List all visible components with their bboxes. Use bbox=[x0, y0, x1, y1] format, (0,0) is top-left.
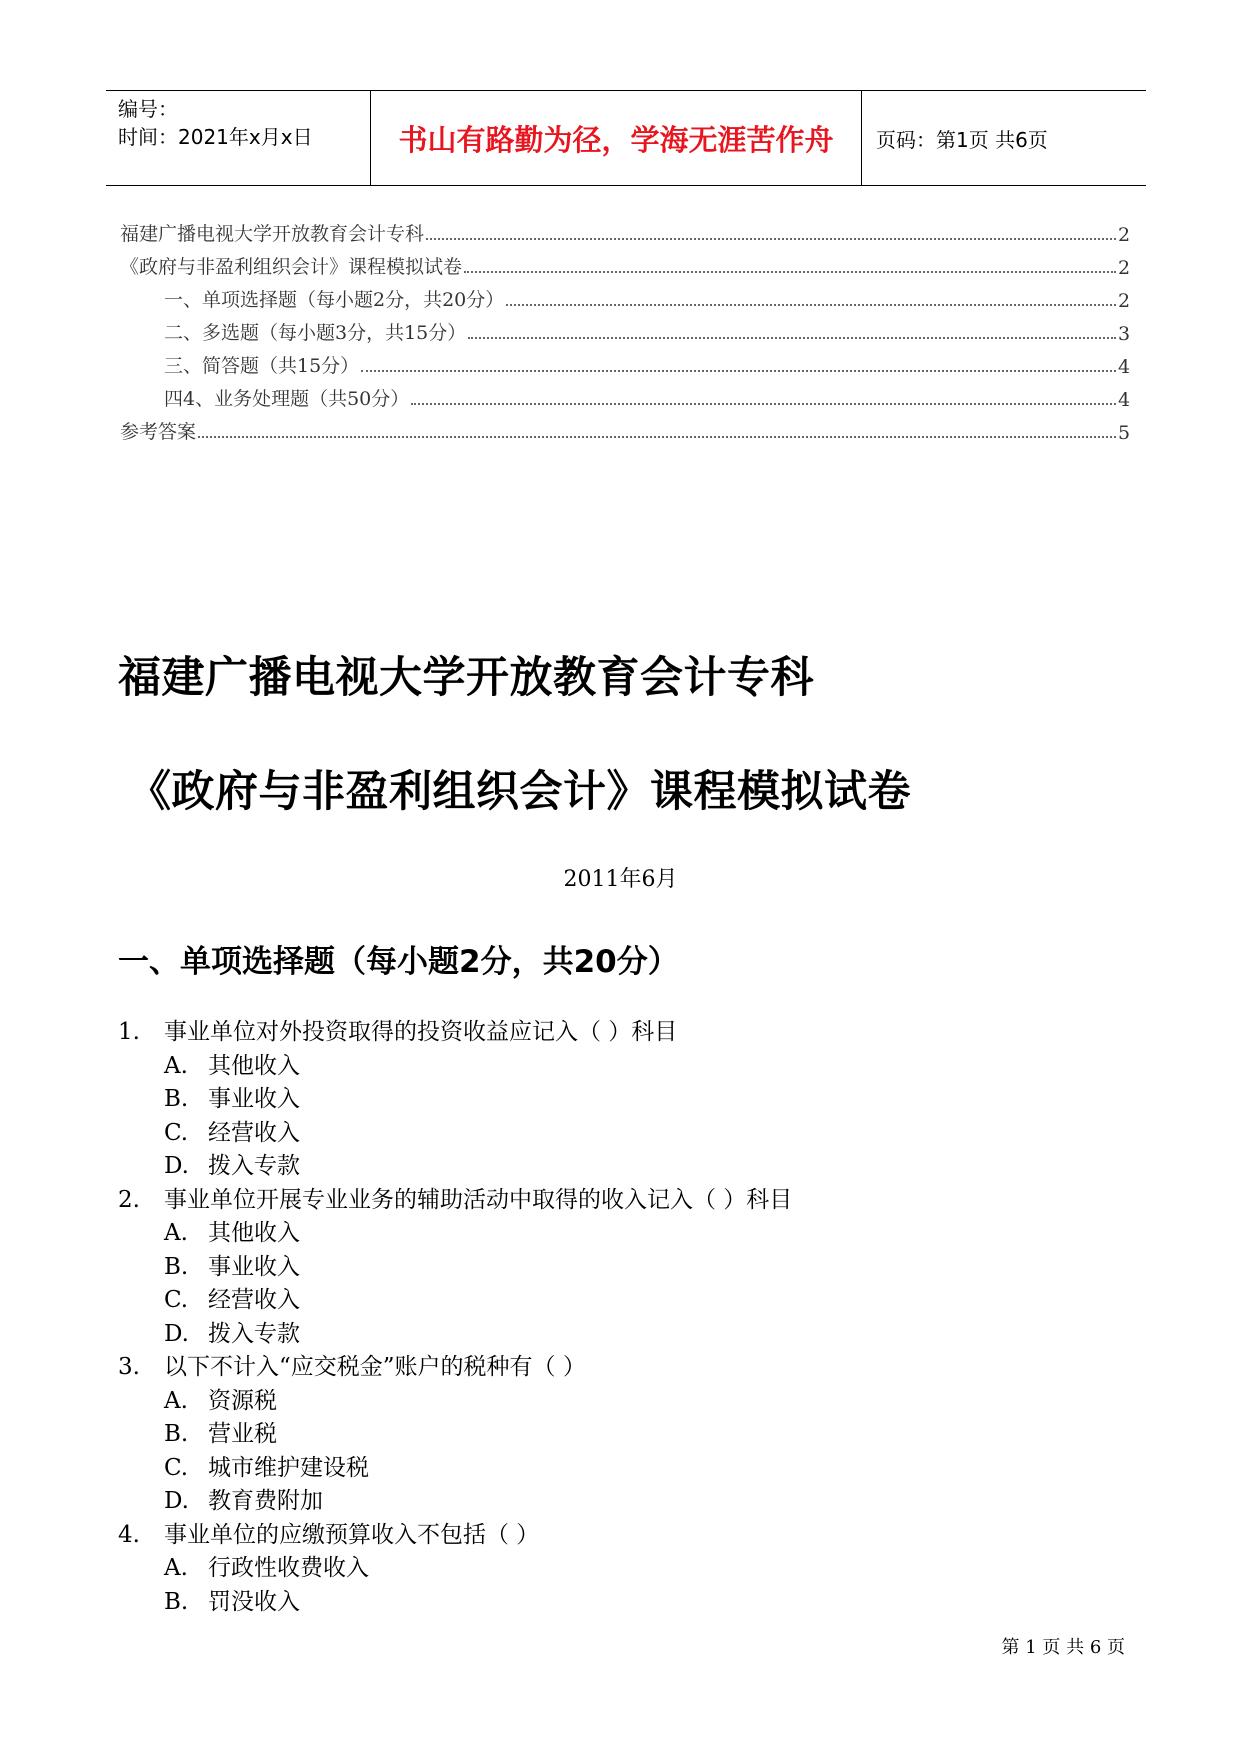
question-list bbox=[118, 1016, 1128, 1619]
document-time-label: 时间：2021年x月x日 bbox=[118, 125, 313, 149]
question-number: 1. bbox=[118, 1019, 140, 1045]
option-letter: D. bbox=[164, 1488, 189, 1514]
option-letter: B. bbox=[164, 1086, 189, 1112]
question-text: 以下不计入“应交税金”账户的税种有（ ） bbox=[164, 1354, 586, 1380]
option-letter: A. bbox=[164, 1052, 188, 1079]
toc-leader-dots bbox=[464, 270, 1116, 273]
section-heading: 一、单项选择题（每小题2分，共20分） bbox=[118, 944, 679, 980]
option-text: 事业收入 bbox=[208, 1253, 300, 1280]
option-text: 其他收入 bbox=[208, 1052, 300, 1079]
option-text: 其他收入 bbox=[208, 1220, 300, 1246]
option-letter: D. bbox=[164, 1320, 189, 1347]
answer-option bbox=[118, 1452, 1128, 1486]
option-letter: B. bbox=[164, 1588, 189, 1615]
answer-option bbox=[118, 1217, 1128, 1251]
header-motto: 书山有路勤为径，学海无涯苦作舟 bbox=[371, 91, 862, 185]
option-text: 行政性收费收入 bbox=[208, 1555, 369, 1581]
option-letter: A. bbox=[164, 1555, 188, 1581]
option-text: 事业收入 bbox=[208, 1086, 300, 1112]
option-text: 经营收入 bbox=[208, 1119, 300, 1146]
option-text: 城市维护建设税 bbox=[208, 1454, 369, 1481]
question-text: 事业单位对外投资取得的投资收益应记入（ ）科目 bbox=[164, 1019, 678, 1045]
toc-leader-dots bbox=[468, 336, 1116, 339]
answer-option bbox=[118, 1117, 1128, 1151]
option-letter: A. bbox=[164, 1387, 188, 1414]
toc-entry-text: 参考答案 bbox=[120, 421, 197, 443]
option-letter: C. bbox=[164, 1287, 189, 1313]
answer-option bbox=[118, 1050, 1128, 1084]
answer-option bbox=[118, 1083, 1128, 1117]
toc-entry[interactable] bbox=[120, 411, 1130, 444]
toc-leader-dots bbox=[506, 303, 1116, 306]
page-footer: 第 1 页 共 6 页 bbox=[1001, 1637, 1125, 1658]
question-text: 事业单位开展专业业务的辅助活动中取得的收入记入（ ）科目 bbox=[164, 1186, 793, 1213]
toc-entry[interactable] bbox=[120, 246, 1130, 279]
answer-option bbox=[118, 1552, 1128, 1586]
toc-entry-page: 4 bbox=[1118, 356, 1131, 378]
option-letter: B. bbox=[164, 1253, 189, 1280]
toc-entry[interactable] bbox=[120, 279, 1130, 312]
document-subtitle: 《政府与非盈利组织会计》课程模拟试卷 bbox=[128, 767, 911, 817]
answer-option bbox=[118, 1418, 1128, 1452]
document-number-label: 编号： bbox=[118, 97, 178, 121]
answer-option bbox=[118, 1485, 1128, 1519]
question-text: 事业单位的应缴预算收入不包括（ ） bbox=[164, 1521, 540, 1548]
table-of-contents bbox=[120, 213, 1130, 444]
toc-entry-text: 福建广播电视大学开放教育会计专科 bbox=[120, 223, 425, 245]
option-text: 拨入专款 bbox=[208, 1153, 300, 1179]
page-header bbox=[106, 90, 1146, 186]
option-text: 营业税 bbox=[208, 1421, 277, 1447]
toc-entry-text: 一、单项选择题（每小题2分，共20分） bbox=[164, 289, 505, 311]
option-text: 资源税 bbox=[208, 1387, 277, 1414]
document-date: 2011年6月 bbox=[563, 867, 678, 892]
toc-entry-page: 2 bbox=[1118, 224, 1131, 246]
header-meta bbox=[106, 91, 371, 185]
answer-option bbox=[118, 1586, 1128, 1620]
toc-entry-page: 5 bbox=[1118, 422, 1131, 444]
toc-leader-dots bbox=[198, 435, 1116, 438]
toc-entry[interactable] bbox=[120, 345, 1130, 378]
toc-leader-dots bbox=[411, 402, 1116, 405]
option-letter: D. bbox=[164, 1153, 189, 1179]
toc-leader-dots bbox=[426, 237, 1116, 240]
option-text: 经营收入 bbox=[208, 1287, 300, 1313]
option-text: 教育费附加 bbox=[208, 1488, 323, 1514]
toc-entry-page: 2 bbox=[1118, 290, 1131, 312]
toc-entry[interactable] bbox=[120, 312, 1130, 345]
answer-option bbox=[118, 1150, 1128, 1184]
toc-leader-dots bbox=[361, 369, 1116, 372]
question-number: 2. bbox=[118, 1186, 140, 1213]
answer-option bbox=[118, 1284, 1128, 1318]
toc-entry-text: 《政府与非盈利组织会计》课程模拟试卷 bbox=[120, 256, 463, 278]
question-number: 3. bbox=[118, 1354, 140, 1380]
option-text: 拨入专款 bbox=[208, 1320, 300, 1347]
question-stem bbox=[118, 1519, 1128, 1553]
answer-option bbox=[118, 1251, 1128, 1285]
toc-entry-page: 3 bbox=[1118, 323, 1131, 345]
option-text: 罚没收入 bbox=[208, 1588, 300, 1615]
toc-entry-page: 2 bbox=[1118, 257, 1131, 279]
toc-entry[interactable] bbox=[120, 378, 1130, 411]
toc-entry-page: 4 bbox=[1118, 389, 1131, 411]
question-stem bbox=[118, 1016, 1128, 1050]
answer-option bbox=[118, 1385, 1128, 1419]
toc-entry[interactable] bbox=[120, 213, 1130, 246]
toc-entry-text: 四4、业务处理题（共50分） bbox=[164, 388, 410, 410]
option-letter: C. bbox=[164, 1454, 189, 1481]
question-stem bbox=[118, 1184, 1128, 1218]
header-page-label: 页码：第1页 共6页 bbox=[876, 127, 1048, 152]
toc-entry-text: 三、简答题（共15分） bbox=[164, 355, 360, 377]
toc-entry-text: 二、多选题（每小题3分，共15分） bbox=[164, 322, 467, 344]
option-letter: B. bbox=[164, 1421, 189, 1447]
option-letter: C. bbox=[164, 1119, 189, 1146]
answer-option bbox=[118, 1318, 1128, 1352]
option-letter: A. bbox=[164, 1220, 188, 1246]
question-number: 4. bbox=[118, 1521, 140, 1548]
question-stem bbox=[118, 1351, 1128, 1385]
document-title: 福建广播电视大学开放教育会计专科 bbox=[118, 653, 814, 703]
